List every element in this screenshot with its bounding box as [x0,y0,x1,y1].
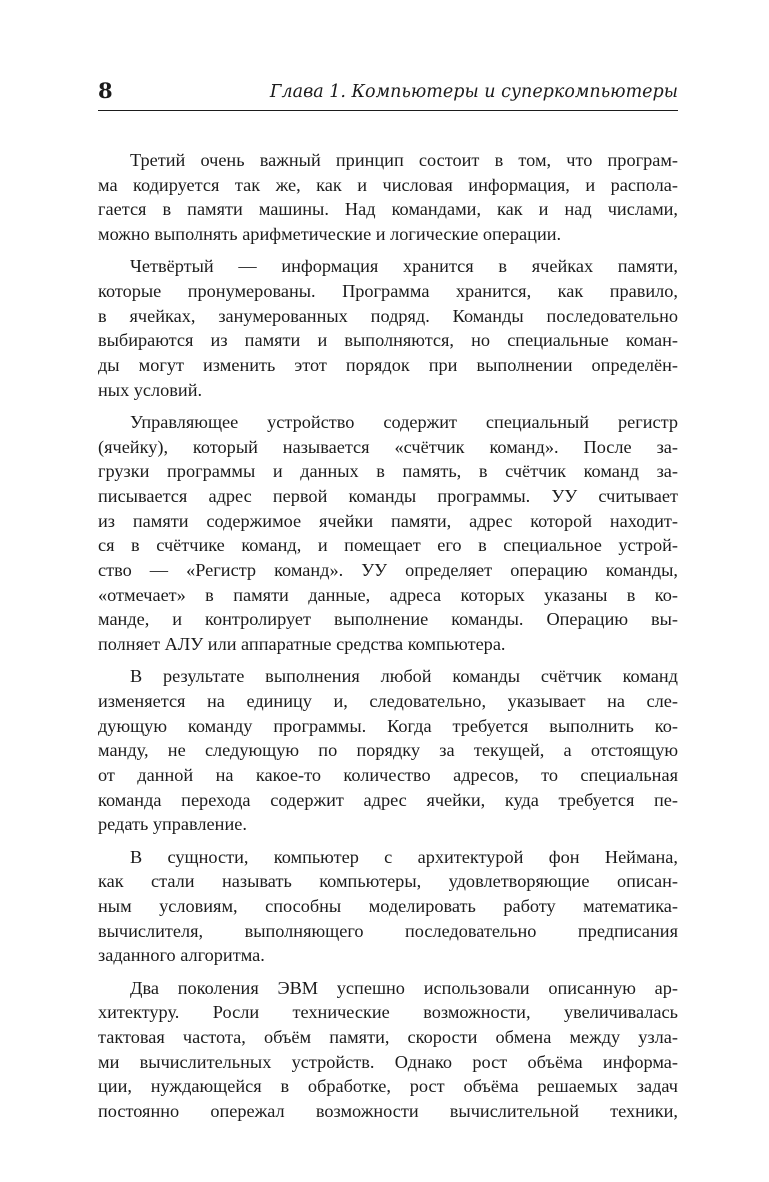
paragraph [98,148,678,247]
text-line: гается в памяти машины. Над командами, как и над числами, [98,199,678,220]
text-line: ся в счётчике команд, и помещает его в специальное устрой- [98,535,678,556]
running-head: Глава 1. Компьютеры и суперкомпьютеры [269,82,678,102]
text-line: ным условиям, способны моделировать работу математика- [98,895,678,916]
header-rule [98,110,678,111]
text-line: команда перехода содержит адрес ячейки, куда требуется пе- [98,789,678,810]
text-line: Управляющее устройство содержит специальный регистр [130,411,678,432]
text-line: ных условий. [98,379,203,400]
text-line: ма кодируется так же, как и числовая информация, и распола- [98,174,678,195]
text-line: редать управление. [98,814,247,835]
page-header [98,78,678,108]
text-line: Два поколения ЭВМ успешно использовали описанную ар- [130,977,678,998]
paragraph [98,845,678,968]
text-line: которые пронумерованы. Программа хранится, как правило, [98,280,678,301]
text-line: изменяется на единицу и, следовательно, указывает на сле- [98,690,678,711]
paragraph [98,410,678,657]
page-number: 8 [98,78,113,103]
paragraph [98,976,678,1124]
text-line: (ячейку), который называется «счётчик команд». После за- [98,436,678,457]
text-line: Третий очень важный принцип состоит в том, что програм- [130,150,678,170]
text-line: полняет АЛУ или аппаратные средства компьютера. [98,634,506,655]
text-line: вычислителя, выполняющего последовательно предписания [98,920,678,941]
text-line: В сущности, компьютер с архитектурой фон Неймана, [130,846,678,867]
text-line: В результате выполнения любой команды счётчик команд [130,666,678,687]
text-line: грузки программы и данных в память, в счётчик команд за- [98,461,678,482]
text-line: ции, нуждающейся в обработке, рост объёма решаемых задач [98,1076,678,1097]
text-line: можно выполнять арифметические и логические операции. [98,224,562,245]
text-line: манде, и контролирует выполнение команды. Операцию вы- [98,609,678,630]
text-line: в ячейках, занумерованных подряд. Команды последовательно [98,305,678,326]
text-line: ми вычислительных устройств. Однако рост объёма информа- [98,1051,678,1072]
text-line: тактовая частота, объём памяти, скорости обмена между узла- [98,1026,678,1047]
paragraph [98,254,678,402]
text-line: писывается адрес первой команды программы. УУ считывает [98,485,678,506]
text-line: ство — «Регистр команд». УУ определяет операцию команды, [98,560,678,580]
paragraph [98,664,678,837]
text-line: дующую команду программы. Когда требуется выполнить ко- [98,715,678,736]
text-line: постоянно опережал возможности вычислительной техники, [98,1100,678,1121]
text-line: заданного алгоритма. [98,945,265,966]
text-line: Четвёртый — информация хранится в ячейках памяти, [130,256,678,277]
text-line: из памяти содержимое ячейки памяти, адрес которой находит- [98,510,678,531]
text-line: ды могут изменить этот порядок при выполнении определён- [98,355,678,375]
text-body [98,148,678,1131]
text-line: «отмечает» в памяти данные, адреса которых указаны в ко- [98,584,678,605]
text-line: от данной на какое-то количество адресов, то специальная [98,765,678,785]
text-line: выбираются из памяти и выполняются, но специальные коман- [98,330,678,351]
text-line: как стали называть компьютеры, удовлетворяющие описан- [98,871,678,892]
text-line: манду, не следующую по порядку за текущей, а отстоящую [98,740,678,761]
text-line: хитектуру. Росли технические возможности, увеличивалась [98,1002,678,1023]
